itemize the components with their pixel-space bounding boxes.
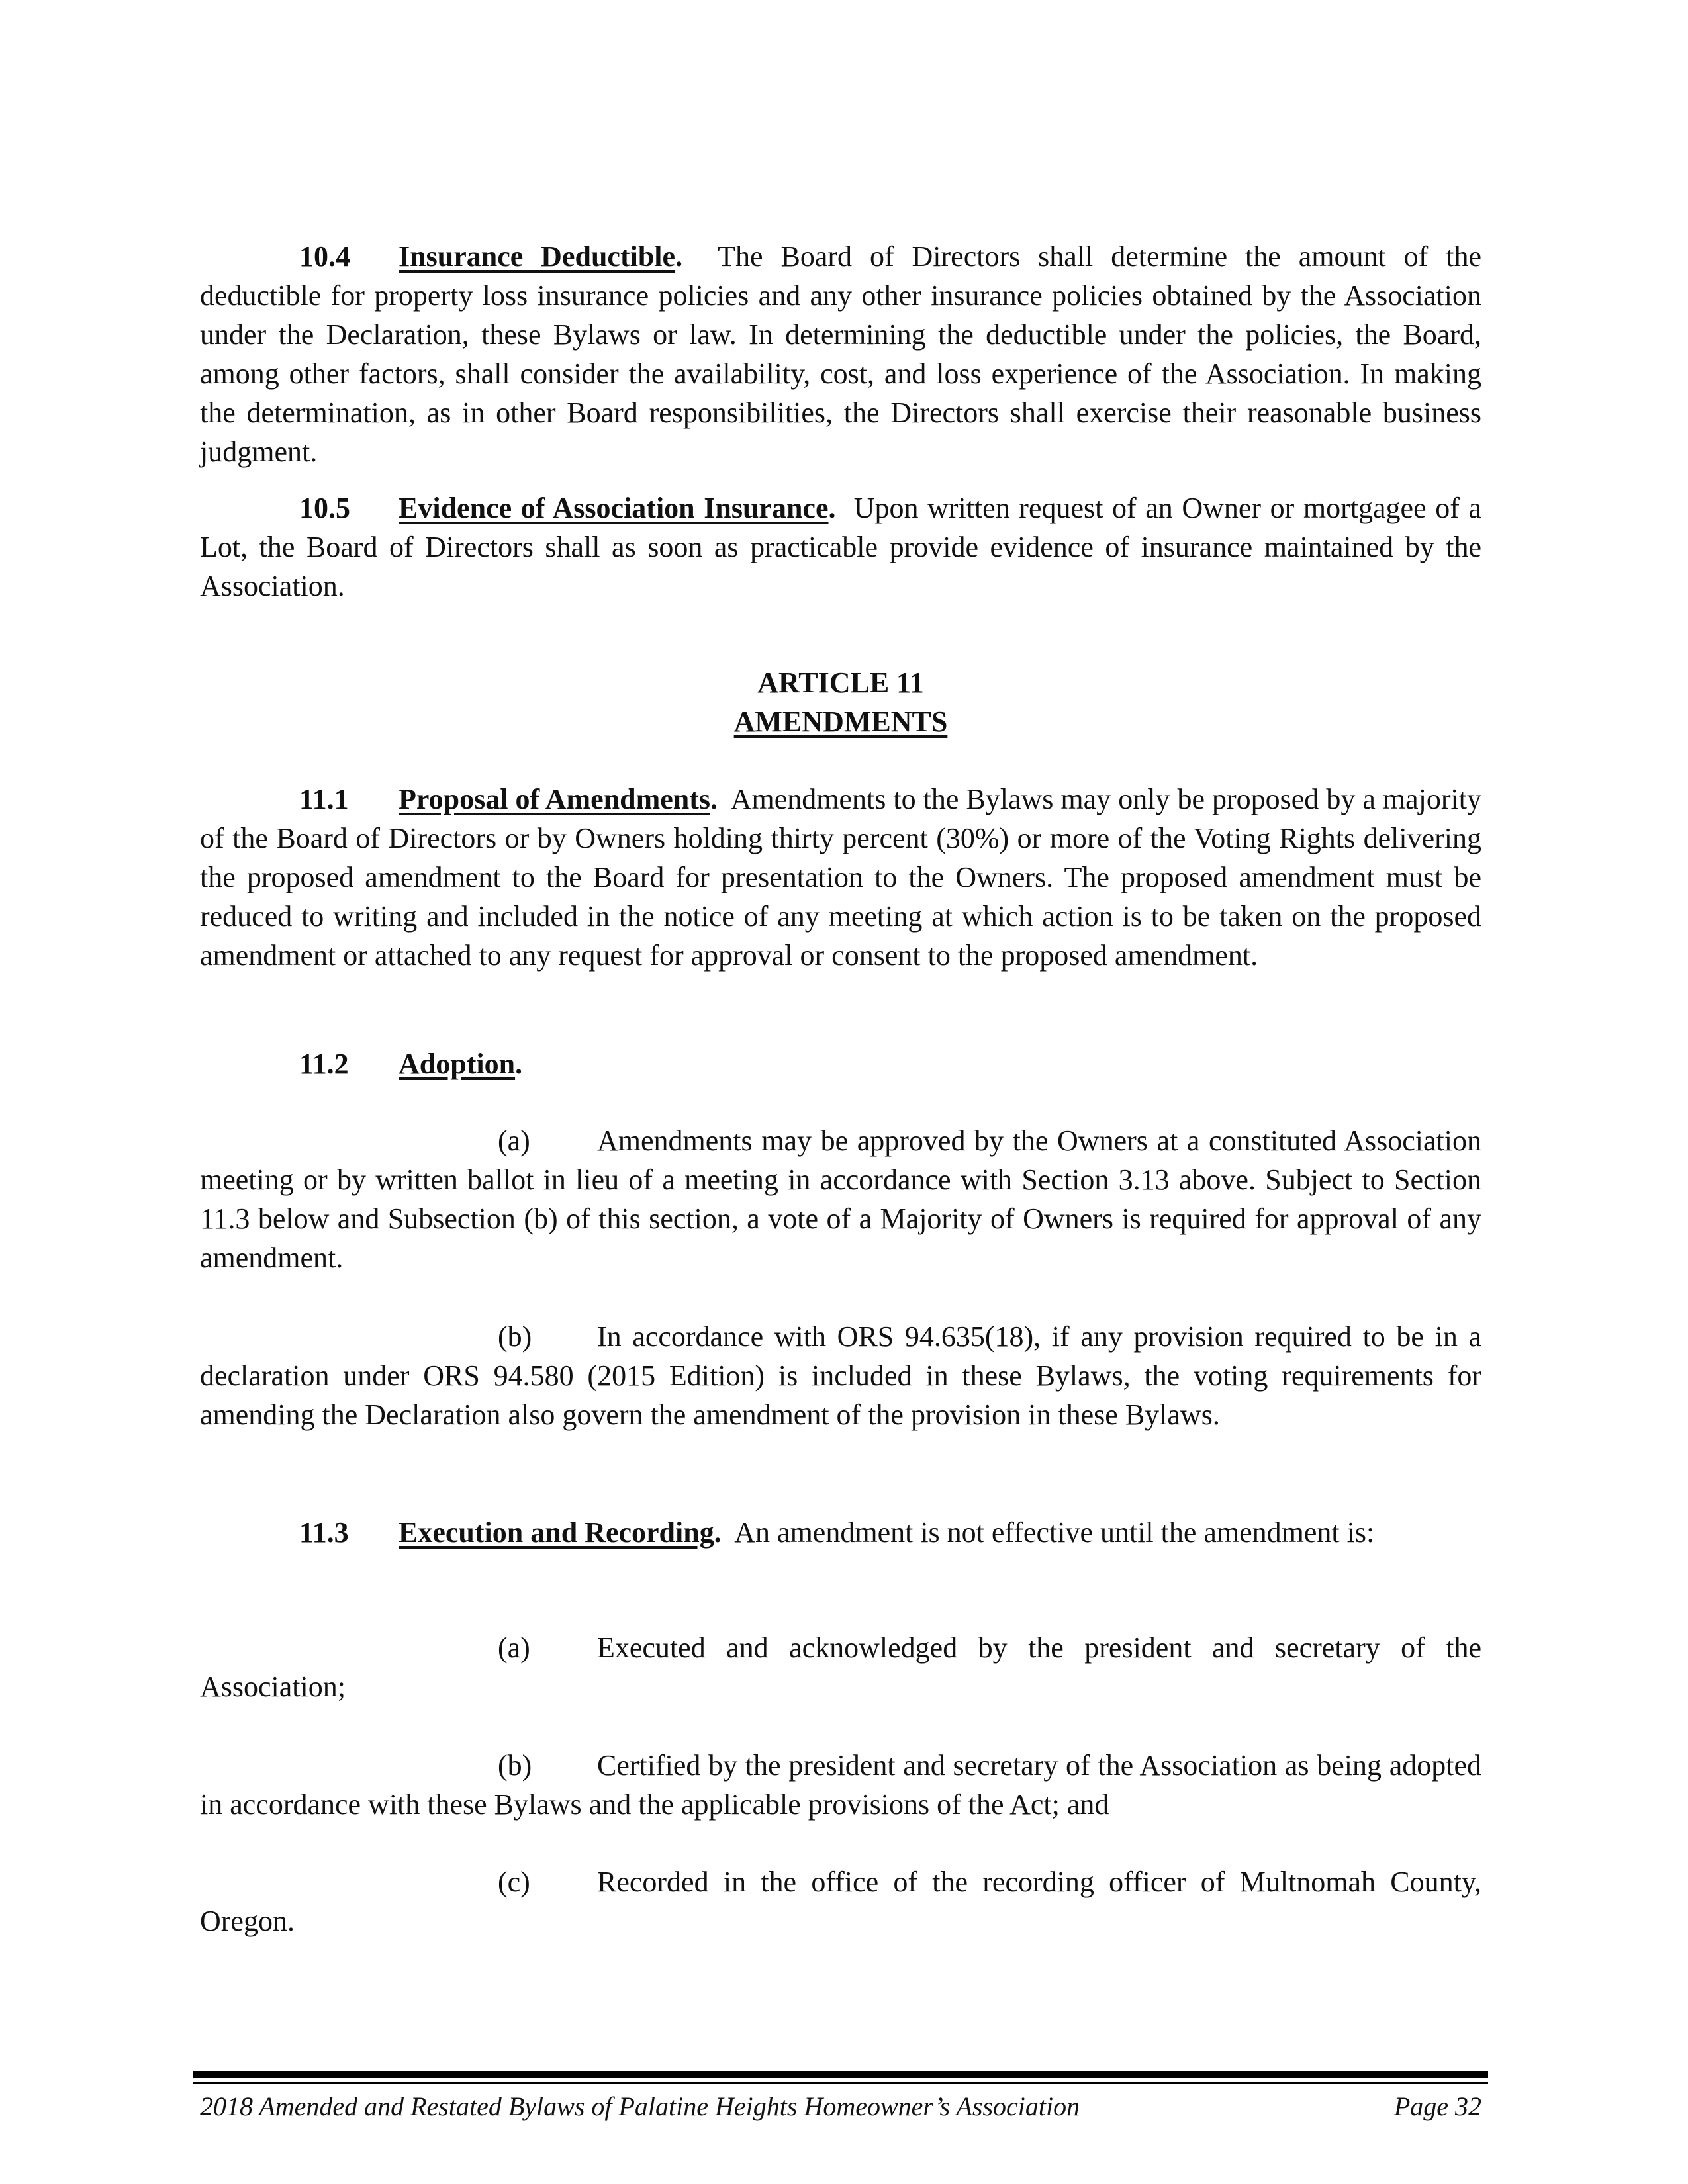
subsection-11-2-a — [200, 1121, 1481, 1277]
section-body: The Board of Directors shall determine the amount of the deductible for property loss insurance policies and any other insurance policies obtained by the Association under the Declaration, these Bylaws or law. In determining the deductible under the policies, the Board, among other factors, shall consider the availability, cost, and loss experience of the Association. In making the determination, as in other Board responsibilities, the Directors shall exercise their reasonable business judgment. — [200, 240, 1481, 468]
footer-rule — [193, 2071, 1488, 2078]
page-footer — [200, 2090, 1481, 2123]
subsection-11-2-b — [200, 1317, 1481, 1434]
subsection-body: Certified by the president and secretary of the Association as being adopted in accordance with these Bylaws and the applicable provisions of the Act; and — [200, 1749, 1481, 1821]
section-number: 10.5 — [299, 492, 350, 524]
article-heading — [200, 663, 1481, 741]
section-number: 11.2 — [299, 1048, 349, 1080]
footer-rule-thin — [193, 2082, 1488, 2084]
section-10-4: 10.4 Insurance Deductible. The Board of Directors shall determine the amount of the deductible for property loss insurance policies and any other insurance policies obtained by the Association under the Declaration, these Bylaws or law. In determining the deductible under the policies, the Board, among other factors, shall consider the availability, cost, and loss experience of the Association. In making the determination, as in other Board responsibilities, the Directors shall exercise their reasonable business judgment. — [200, 237, 1481, 471]
section-number: 10.4 — [299, 240, 350, 273]
section-11-1: 11.1 Proposal of Amendments. Amendments to the Bylaws may only be proposed by a majority of the Board of Directors or by Owners holding thirty percent (30%) or more of the Voting Rights delivering the proposed amendment to the Board for presentation to the Owners. The proposed amendment must be reduced to writing and included in the notice of any meeting at which action is to be taken on the proposed amendment or attached to any request for approval or consent to the proposed amendment. — [200, 780, 1481, 975]
section-title: Adoption — [399, 1048, 516, 1080]
section-body: An amendment is not effective until the amendment is: — [734, 1516, 1375, 1549]
section-number: 11.1 — [299, 783, 349, 815]
section-title: Execution and Recording — [399, 1516, 714, 1549]
section-number: 11.3 — [299, 1516, 349, 1549]
footer-page-number: Page 32 — [1393, 2091, 1481, 2121]
section-11-2: 11.2 Adoption. — [200, 1044, 1481, 1083]
subsection-11-3-a — [200, 1628, 1481, 1706]
subsection-body: Recorded in the office of the recording officer of Multnomah County, Oregon. — [200, 1866, 1481, 1937]
subsection-label: (a) — [498, 1124, 530, 1157]
section-body: Amendments to the Bylaws may only be proposed by a majority of the Board of Directors or by Owners holding thirty percent (30%) or more of the Voting Rights delivering the proposed amendment to the Board for presentation to the Owners. The proposed amendment must be reduced to writing and included in the notice of any meeting at which action is to be taken on the proposed amendment or attached to any request for approval or consent to the proposed amendment. — [200, 783, 1482, 972]
section-title: Proposal of Amendments — [399, 783, 711, 815]
subsection-label: (b) — [498, 1749, 532, 1782]
subsection-body: In accordance with ORS 94.635(18), if any provision required to be in a declaration under ORS 94.580 (2015 Edition) is included in these Bylaws, the voting requirements for amending the Declaration also govern the amendment of the provision in these Bylaws. — [200, 1320, 1481, 1431]
footer-document-title: 2018 Amended and Restated Bylaws of Palatine Heights Homeowner’s Association — [200, 2091, 1080, 2121]
article-label: ARTICLE 11 — [757, 666, 924, 699]
subsection-body: Executed and acknowledged by the president and secretary of the Association; — [200, 1631, 1481, 1703]
section-10-5: 10.5 Evidence of Association Insurance. Upon written request of an Owner or mortgagee of a Lot, the Board of Directors shall as soon as practicable provide evidence of insurance maintained by the Association. — [200, 488, 1481, 606]
subsection-label: (b) — [498, 1320, 532, 1353]
section-title: Insurance Deductible — [399, 240, 676, 273]
section-title: Evidence of Association Insurance — [399, 492, 829, 524]
subsection-label: (c) — [498, 1866, 530, 1898]
article-title: AMENDMENTS — [733, 705, 948, 738]
section-11-3: 11.3 Execution and Recording. An amendment is not effective until the amendment is: — [200, 1513, 1481, 1552]
subsection-label: (a) — [498, 1631, 530, 1664]
subsection-body: Amendments may be approved by the Owners at a constituted Association meeting or by written ballot in lieu of a meeting in accordance with Section 3.13 above. Subject to Section 11.3 below and Subsection (b) of this section, a vote of a Majority of Owners is required for approval of any amendment. — [200, 1124, 1481, 1274]
section-body: Upon written request of an Owner or mortgagee of a Lot, the Board of Directors shall as soon as practicable provide evidence of insurance maintained by the Association. — [200, 492, 1481, 602]
subsection-11-3-c — [200, 1862, 1481, 1940]
subsection-11-3-b — [200, 1746, 1481, 1824]
